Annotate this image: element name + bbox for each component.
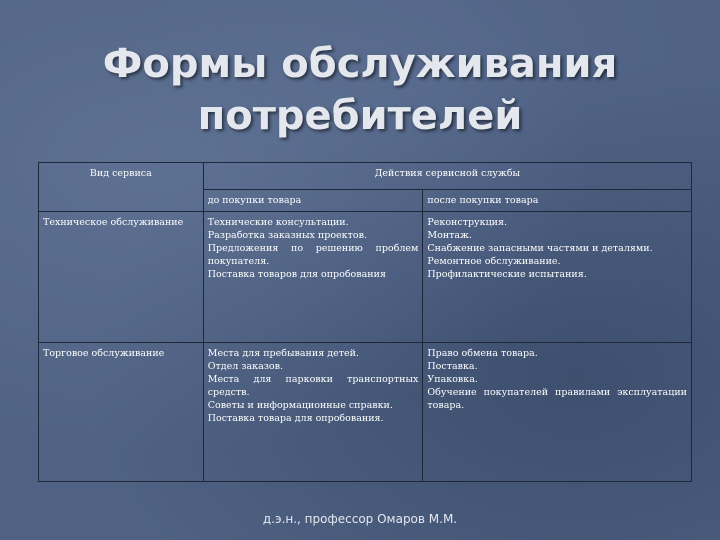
list-item: Предложения по решению проблем покупателя.	[207, 243, 419, 267]
list-item: Реконструкция.	[427, 217, 508, 228]
header-service-actions: Действия сервисной службы	[203, 163, 691, 190]
list-item: Отдел заказов.	[207, 361, 284, 372]
list-item: Места для пребывания детей.	[207, 348, 359, 359]
header-service-type: Вид сервиса	[39, 163, 204, 212]
list-item: Поставка товаров для опробования	[207, 269, 386, 280]
list-item: Поставка.	[427, 361, 478, 372]
before-purchase-cell	[203, 212, 423, 343]
after-purchase-cell	[423, 343, 692, 482]
row-type-cell: Техническое обслуживание	[39, 212, 204, 343]
list-item: Монтаж.	[427, 230, 472, 241]
list-item: Обучение покупателей правилами эксплуатации товара.	[427, 387, 687, 411]
list-item: Снабжение запасными частями и деталями.	[427, 243, 653, 254]
header-after-purchase: после покупки товара	[423, 190, 692, 212]
list-item: Места для парковки транспортных средств.	[207, 374, 419, 398]
slide-footer-author: д.э.н., профессор Омаров М.М.	[262, 512, 458, 526]
list-item: Советы и информационные справки.	[207, 400, 393, 411]
slide-title-line-1: Формы обслуживания	[102, 41, 618, 87]
header-before-purchase: до покупки товара	[203, 190, 423, 212]
table-row	[39, 343, 692, 482]
slide-title-line-2: потребителей	[197, 93, 523, 139]
row-type-cell: Торговое обслуживание	[39, 343, 204, 482]
list-item: Ремонтное обслуживание.	[427, 256, 561, 267]
list-item: Профилактические испытания.	[427, 269, 587, 280]
list-item: Упаковка.	[427, 374, 478, 385]
table-row	[39, 212, 692, 343]
before-purchase-cell	[203, 343, 423, 482]
slide-title	[0, 38, 720, 142]
after-purchase-cell	[423, 212, 692, 343]
list-item: Технические консультации.	[207, 217, 349, 228]
list-item: Право обмена товара.	[427, 348, 538, 359]
list-item: Разработка заказных проектов.	[207, 230, 367, 241]
list-item: Поставка товара для опробования.	[207, 413, 384, 424]
service-forms-table	[38, 162, 692, 482]
